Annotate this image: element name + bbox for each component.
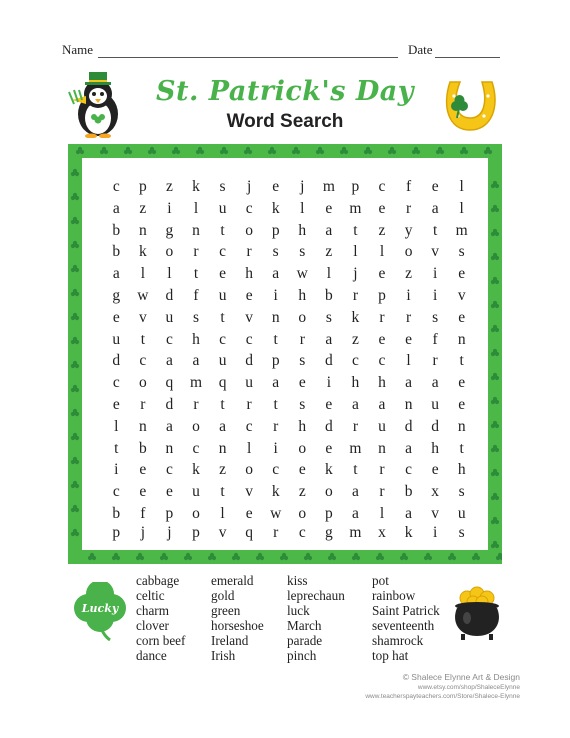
grid-letter: e [378, 199, 386, 217]
grid-letter: d [165, 287, 174, 305]
grid-letter: c [351, 352, 359, 370]
grid-letter: r [273, 523, 279, 541]
grid-letter: m [349, 199, 362, 217]
grid-letter: n [218, 439, 227, 457]
word-item: pot [372, 573, 389, 588]
grid-letter: c [112, 374, 120, 392]
grid-letter: u [245, 374, 253, 392]
grid-letter: v [138, 308, 147, 326]
grid-letter: s [432, 308, 439, 326]
grid-letter: u [457, 504, 466, 522]
grid-letter: p [271, 221, 280, 239]
grid-letter: c [405, 461, 412, 479]
word-item: rainbow [372, 588, 416, 603]
grid-letter: k [192, 178, 200, 196]
grid-letter: f [193, 287, 199, 305]
grid-letter: p [112, 523, 121, 541]
grid-letter: t [273, 395, 278, 413]
grid-letter: z [405, 265, 412, 283]
grid-letter: e [219, 265, 226, 283]
word-item: cabbage [136, 573, 180, 588]
grid-letter: k [271, 483, 280, 501]
grid-letter: e [458, 395, 466, 413]
grid-letter: l [167, 265, 172, 283]
grid-letter: n [138, 221, 147, 239]
grid-letter: v [245, 483, 253, 501]
grid-letter: c [378, 178, 386, 196]
grid-letter: a [351, 483, 359, 501]
word-item: Ireland [211, 633, 249, 648]
grid-letter: c [245, 330, 253, 348]
grid-letter: z [351, 330, 359, 348]
grid-letter: u [218, 287, 227, 305]
grid-letter: h [378, 374, 386, 392]
grid-letter: j [300, 178, 305, 196]
grid-letter: r [246, 395, 252, 413]
grid-letter: e [325, 439, 333, 457]
grid-letter: a [351, 504, 359, 522]
grid-letter: d [245, 352, 253, 370]
header [62, 42, 500, 60]
grid-letter: p [165, 504, 174, 522]
grid-letter: z [139, 199, 147, 217]
grid-letter: u [431, 395, 439, 413]
grid-letter: o [165, 243, 174, 261]
grid-letter: c [139, 352, 147, 370]
grid-letter: l [406, 352, 411, 370]
grid-letter: l [114, 417, 119, 435]
grid-letter: r [405, 199, 412, 217]
grid-letter: b [112, 504, 121, 522]
grid-letter: h [298, 417, 307, 435]
grid-letter: x [378, 523, 386, 541]
grid-letter: n [457, 417, 466, 435]
grid-letter: q [165, 374, 174, 392]
grid-letter: u [378, 417, 386, 435]
grid-letter: j [353, 265, 358, 283]
grid-letter: y [404, 221, 413, 239]
puzzle-area [82, 158, 488, 550]
grid-letter: u [165, 308, 174, 326]
grid-letter: b [112, 221, 121, 239]
grid-letter: r [379, 308, 385, 326]
grid-letter: n [404, 395, 413, 413]
grid-letter: e [458, 308, 466, 326]
word-item: shamrock [372, 633, 424, 648]
grid-letter: c [378, 352, 386, 370]
grid-letter: i [406, 287, 411, 305]
word-item: Irish [211, 648, 236, 663]
grid-letter: i [273, 439, 278, 457]
grid-letter: t [220, 483, 225, 501]
grid-letter: c [112, 483, 120, 501]
word-item: kiss [287, 573, 308, 588]
grid-letter: d [165, 395, 174, 413]
grid-letter: i [326, 374, 331, 392]
word-item: celtic [136, 588, 165, 603]
word-item: pinch [287, 648, 317, 663]
grid-letter: t [273, 330, 278, 348]
grid-letter: m [455, 221, 468, 239]
grid-letter: o [298, 308, 307, 326]
grid-letter: i [432, 523, 438, 541]
grid-letter: a [325, 221, 333, 239]
grid-letter: r [405, 308, 412, 326]
grid-letter: j [140, 523, 145, 541]
grid-letter: e [245, 287, 253, 305]
grid-letter: h [298, 287, 307, 305]
grid-letter: a [351, 395, 359, 413]
grid-letter: a [272, 374, 280, 392]
letter-grid [103, 176, 475, 540]
grid-letter: u [218, 199, 227, 217]
grid-letter: q [245, 523, 253, 541]
grid-letter: e [325, 199, 333, 217]
word-item: parade [287, 633, 323, 648]
grid-letter: l [459, 178, 464, 196]
grid-letter: e [272, 178, 280, 196]
grid-letter: u [218, 352, 227, 370]
grid-letter: x [431, 483, 439, 501]
grid-letter: g [165, 221, 174, 239]
word-list [136, 573, 448, 669]
grid-letter: e [112, 308, 120, 326]
grid-letter: o [192, 504, 200, 522]
grid-letter: h [457, 461, 466, 479]
pot-of-gold-icon [447, 582, 507, 642]
grid-letter: t [220, 221, 225, 239]
grid-letter: h [351, 374, 360, 392]
grid-letter: n [192, 221, 200, 239]
grid-letter: l [220, 504, 225, 522]
grid-letter: k [324, 461, 333, 479]
grid-letter: r [432, 352, 438, 370]
grid-letter: z [219, 461, 226, 479]
word-item: luck [287, 603, 310, 618]
name-label: Name [62, 42, 94, 57]
grid-letter: i [167, 199, 172, 217]
grid-letter: s [458, 523, 465, 541]
grid-letter: f [432, 330, 438, 348]
grid-letter: e [139, 461, 147, 479]
horseshoe-icon [440, 76, 502, 134]
grid-letter: k [138, 243, 147, 261]
grid-letter: e [431, 461, 439, 479]
word-item: horseshoe [211, 618, 264, 633]
grid-letter: l [353, 243, 358, 261]
grid-letter: b [404, 483, 413, 501]
grid-letter: l [459, 199, 464, 217]
grid-letter: d [324, 352, 333, 370]
grid-letter: l [326, 265, 331, 283]
word-item: green [211, 603, 241, 618]
grid-letter: a [192, 352, 200, 370]
grid-letter: i [432, 265, 438, 283]
grid-letter: a [431, 199, 439, 217]
grid-letter: i [114, 461, 119, 479]
grid-letter: n [138, 417, 147, 435]
grid-letter: z [325, 243, 333, 261]
grid-letter: l [140, 265, 145, 283]
grid-letter: s [325, 308, 332, 326]
grid-letter: b [138, 439, 147, 457]
grid-letter: v [218, 523, 227, 541]
grid-letter: a [219, 417, 226, 435]
grid-letter: c [165, 330, 173, 348]
grid-letter: h [192, 330, 200, 348]
grid-letter: p [192, 523, 200, 541]
lucky-label: Lucky [81, 602, 119, 615]
date-label: Date [408, 42, 433, 57]
grid-letter: p [138, 178, 147, 196]
grid-letter: o [324, 483, 333, 501]
grid-letter: r [246, 243, 252, 261]
grid-letter: e [325, 395, 333, 413]
grid-letter: e [458, 265, 466, 283]
grid-letter: r [193, 395, 199, 413]
grid-letter: t [220, 308, 225, 326]
grid-letter: o [192, 417, 200, 435]
grid-letter: r [352, 417, 358, 435]
grid-letter: i [432, 287, 438, 305]
grid-letter: a [325, 330, 333, 348]
grid-letter: w [137, 287, 149, 305]
grid-letter: b [324, 287, 333, 305]
grid-letter: a [405, 439, 412, 457]
grid-letter: u [112, 330, 121, 348]
grid-letter: f [405, 178, 412, 196]
grid-letter: e [458, 374, 466, 392]
credit-line-2[interactable]: www.etsy.com/shop/ShaleceElynne [417, 684, 520, 691]
grid-letter: c [219, 243, 226, 261]
date-field[interactable] [435, 57, 500, 58]
grid-letter: k [271, 199, 280, 217]
name-field[interactable] [98, 57, 398, 58]
word-item: seventeenth [372, 618, 435, 633]
grid-letter: h [431, 439, 439, 457]
grid-letter: r [379, 461, 385, 479]
grid-letter: n [271, 308, 280, 326]
grid-letter: p [271, 352, 280, 370]
grid-letter: l [379, 243, 385, 261]
page-title: St. Patrick's Day [156, 76, 414, 107]
grid-letter: m [189, 374, 203, 392]
grid-letter: o [245, 461, 253, 479]
grid-letter: c [245, 199, 253, 217]
grid-letter: e [298, 461, 306, 479]
credit-line-1: © Shalece Elynne Art & Design [402, 672, 520, 682]
grid-letter: r [193, 243, 199, 261]
grid-letter: e [378, 265, 386, 283]
grid-letter: a [378, 395, 386, 413]
grid-letter: t [459, 352, 464, 370]
grid-letter: m [349, 523, 362, 541]
word-item: emerald [211, 573, 254, 588]
grid-letter: g [112, 287, 121, 305]
grid-letter: n [165, 439, 174, 457]
grid-letter: q [218, 374, 227, 392]
grid-letter: r [273, 417, 279, 435]
grid-letter: d [324, 417, 333, 435]
lucky-shamrock-icon [70, 582, 130, 642]
grid-letter: v [245, 308, 253, 326]
word-item: charm [136, 603, 169, 618]
grid-letter: v [457, 287, 466, 305]
grid-letter: c [245, 417, 253, 435]
grid-letter: h [298, 221, 307, 239]
grid-letter: s [458, 243, 465, 261]
grid-letter: f [140, 504, 146, 522]
grid-letter: d [112, 352, 121, 370]
grid-letter: l [193, 199, 199, 217]
grid-letter: d [404, 417, 413, 435]
grid-letter: s [299, 352, 306, 370]
grid-letter: e [378, 330, 386, 348]
grid-letter: e [139, 483, 147, 501]
grid-letter: u [192, 483, 200, 501]
grid-letter: p [324, 504, 333, 522]
grid-letter: r [352, 287, 358, 305]
grid-letter: m [322, 178, 335, 196]
grid-letter: s [219, 178, 226, 196]
grid-letter: o [404, 243, 413, 261]
word-item: clover [136, 618, 169, 633]
penguin-icon [66, 70, 130, 138]
word-search-frame [68, 144, 502, 564]
copyright-credit [365, 672, 520, 701]
grid-letter: l [379, 504, 385, 522]
grid-letter: s [458, 483, 465, 501]
grid-letter: h [245, 265, 253, 283]
grid-letter: c [192, 439, 200, 457]
word-item: leprechaun [287, 588, 345, 603]
grid-letter: e [298, 374, 306, 392]
grid-letter: o [298, 504, 307, 522]
grid-letter: c [112, 178, 120, 196]
grid-letter: b [112, 243, 121, 261]
word-item: corn beef [136, 633, 186, 648]
grid-letter: t [220, 395, 225, 413]
grid-letter: n [457, 330, 466, 348]
grid-letter: a [405, 374, 412, 392]
grid-letter: o [138, 374, 147, 392]
grid-letter: s [299, 395, 306, 413]
grid-letter: a [112, 199, 120, 217]
credit-line-3[interactable]: www.teacherspayteachers.com/Store/Shalece-Elynne [365, 693, 520, 700]
page-subtitle: Word Search [226, 111, 344, 132]
grid-letter: k [404, 523, 413, 541]
word-item: top hat [372, 648, 409, 663]
grid-letter: p [378, 287, 386, 305]
grid-letter: j [167, 523, 172, 541]
grid-letter: a [112, 265, 120, 283]
grid-letter: t [353, 461, 358, 479]
grid-letter: s [272, 243, 279, 261]
grid-letter: r [299, 330, 305, 348]
grid-letter: l [246, 439, 252, 457]
grid-letter: d [431, 417, 439, 435]
grid-letter: a [165, 417, 173, 435]
grid-letter: i [273, 287, 278, 305]
grid-letter: m [349, 439, 362, 457]
grid-letter: v [431, 504, 439, 522]
grid-letter: e [112, 395, 120, 413]
grid-letter: z [298, 483, 306, 501]
grid-letter: c [272, 461, 280, 479]
grid-letter: k [351, 308, 360, 326]
grid-letter: o [245, 221, 253, 239]
grid-letter: s [299, 243, 306, 261]
grid-letter: c [298, 523, 306, 541]
grid-letter: o [298, 439, 307, 457]
grid-letter: j [246, 178, 252, 196]
grid-letter: z [378, 221, 386, 239]
grid-letter: k [192, 461, 200, 479]
grid-letter: l [300, 199, 305, 217]
grid-letter: z [165, 178, 173, 196]
grid-letter: e [165, 483, 173, 501]
grid-letter: s [192, 308, 200, 326]
grid-letter: t [140, 330, 145, 348]
word-item: Saint Patrick [372, 603, 440, 618]
grid-letter: e [431, 178, 439, 196]
grid-letter: a [272, 265, 280, 283]
grid-letter: t [459, 439, 464, 457]
grid-letter: w [270, 504, 282, 522]
grid-letter: c [219, 330, 226, 348]
grid-letter: t [353, 221, 358, 239]
grid-letter: r [379, 483, 385, 501]
grid-letter: e [245, 504, 253, 522]
grid-letter: e [405, 330, 412, 348]
word-item: March [287, 618, 322, 633]
grid-letter: p [351, 178, 360, 196]
grid-letter: v [431, 243, 439, 261]
grid-letter: g [324, 523, 333, 541]
grid-letter: t [432, 221, 438, 239]
grid-letter: a [431, 374, 439, 392]
grid-letter: w [296, 265, 308, 283]
grid-letter: c [165, 461, 173, 479]
grid-letter: a [405, 504, 412, 522]
grid-letter: a [165, 352, 173, 370]
grid-letter: n [378, 439, 386, 457]
grid-letter: t [193, 265, 199, 283]
grid-letter: t [114, 439, 119, 457]
word-item: dance [136, 648, 167, 663]
grid-letter: r [140, 395, 146, 413]
word-item: gold [211, 588, 235, 603]
